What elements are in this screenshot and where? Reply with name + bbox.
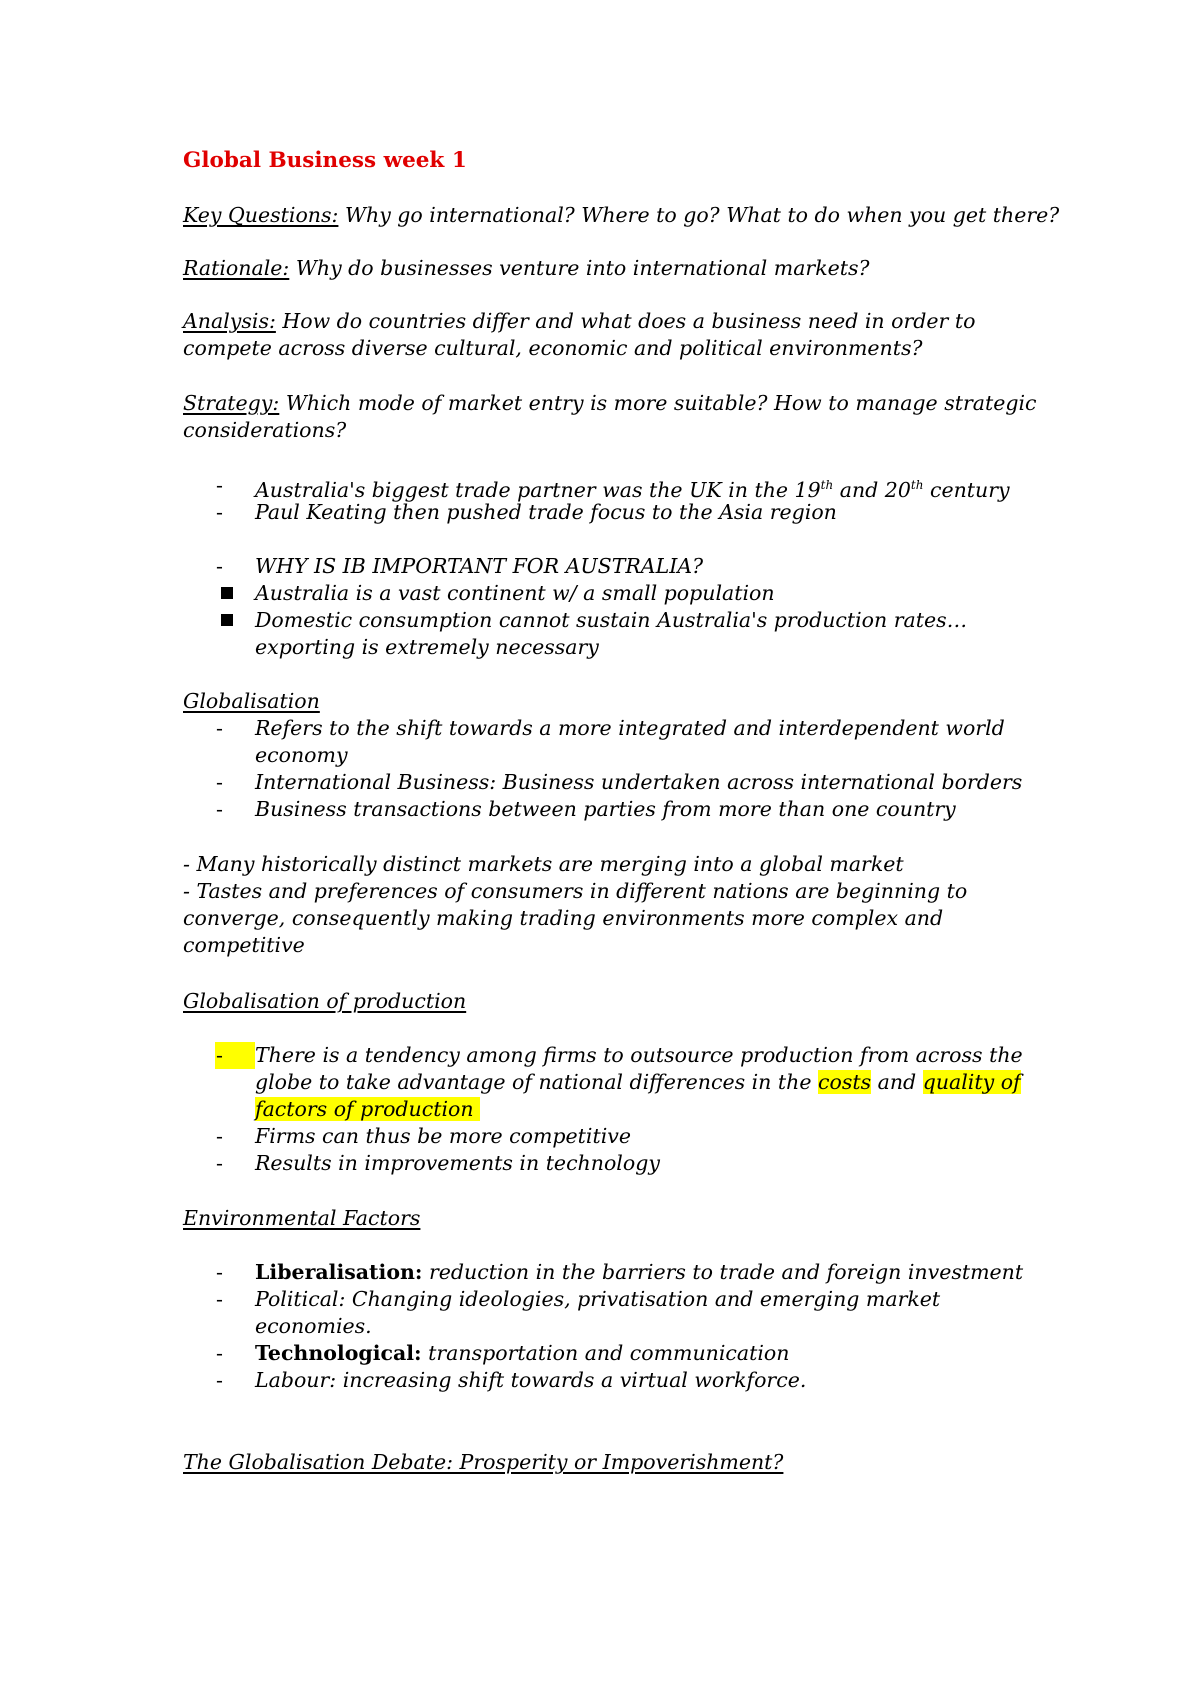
analysis-line-1 [183, 308, 975, 335]
bullet-dash: - [216, 554, 223, 578]
square-bullet-icon [221, 587, 233, 599]
bullet-dash: - [216, 716, 223, 740]
rationale-label: Rationale: [183, 256, 290, 280]
production-bullet-3: Results in improvements in technology [255, 1151, 660, 1175]
globalisation-heading: Globalisation [183, 689, 320, 713]
technological-label: Technological: [255, 1341, 422, 1365]
production-bullet-2: Firms can thus be more competitive [255, 1124, 631, 1148]
australia-bullet-1-text-a: Australia's biggest trade partner was the UK in the 19 [255, 477, 821, 502]
globalisation-paragraph-2-line-1: - Tastes and preferences of consumers in different nations are beginning to [183, 879, 968, 903]
key-questions-label: Key Questions: [183, 203, 339, 227]
production-bullet-1-and: and [871, 1070, 923, 1094]
australia-square-bullet-1: Australia is a vast continent w/ a small population [255, 581, 775, 605]
production-heading: Globalisation of production [183, 989, 467, 1013]
key-questions-text: Why go international? Where to go? What to do when you get there? [338, 203, 1060, 227]
globalisation-paragraph-2-line-2: converge, consequently making trading environments more complex and [183, 906, 944, 930]
bullet-dash: - [216, 1287, 223, 1311]
strategy-text-1: Which mode of market entry is more suitable? How to manage strategic [279, 391, 1037, 415]
production-bullet-1-line-2 [255, 1069, 1021, 1096]
australia-bullet-1-text-b: and 20 [833, 477, 911, 502]
highlight-costs: costs [818, 1070, 872, 1094]
strategy-line-1 [183, 390, 1037, 417]
technological-text: transportation and communication [421, 1341, 790, 1365]
environmental-bullet-4: Labour: increasing shift towards a virtual workforce. [255, 1368, 807, 1392]
bullet-dash: - [216, 1260, 223, 1284]
liberalisation-text: reduction in the barriers to trade and foreign investment [422, 1260, 1024, 1284]
australia-bullet-2: Paul Keating then pushed trade focus to the Asia region [255, 500, 837, 524]
strategy-line-2: considerations? [183, 418, 347, 442]
bullet-dash: - [216, 797, 223, 821]
highlight-quality-of: quality of [922, 1070, 1021, 1094]
rationale-text: Why do businesses venture into international markets? [289, 256, 870, 280]
environmental-bullet-2-line-1: Political: Changing ideologies, privatisation and emerging market [255, 1287, 941, 1311]
environmental-bullet-1 [255, 1259, 1023, 1286]
globalisation-paragraph-1: - Many historically distinct markets are merging into a global market [183, 852, 904, 876]
production-bullet-1-text: globe to take advantage of national differences in the [255, 1070, 818, 1094]
rationale-line [183, 255, 870, 282]
analysis-line-2: compete across diverse cultural, economic and political environments? [183, 336, 923, 360]
bullet-dash: - [216, 770, 223, 794]
superscript-th: th [820, 478, 834, 492]
liberalisation-label: Liberalisation: [255, 1260, 423, 1284]
bullet-dash: - [216, 1368, 223, 1392]
analysis-label: Analysis: [183, 309, 276, 333]
superscript-th: th [910, 478, 924, 492]
production-bullet-1-line-1: There is a tendency among firms to outsource production from across the [255, 1043, 1023, 1067]
square-bullet-icon [221, 614, 233, 626]
australia-bullet-3: WHY IS IB IMPORTANT FOR AUSTRALIA? [255, 554, 704, 578]
australia-bullet-1-text-c: century [923, 477, 1010, 502]
bullet-dash: - [216, 500, 223, 524]
australia-square-bullet-2-line-1: Domestic consumption cannot sustain Australia's production rates… [255, 608, 968, 632]
bullet-dash: - [216, 1124, 223, 1148]
strategy-label: Strategy: [183, 391, 280, 415]
globalisation-bullet-1-line-1: Refers to the shift towards a more integrated and interdependent world [255, 716, 1005, 740]
environmental-bullet-3 [255, 1340, 789, 1367]
globalisation-bullet-2: International Business: Business undertaken across international borders [255, 770, 1023, 794]
environmental-heading: Environmental Factors [183, 1206, 421, 1230]
globalisation-paragraph-2-line-3: competitive [183, 933, 305, 957]
analysis-text-1: How do countries differ and what does a business need in order to [275, 309, 976, 333]
debate-heading: The Globalisation Debate: Prosperity or Impoverishment? [183, 1450, 784, 1474]
australia-square-bullet-2-line-2: exporting is extremely necessary [255, 635, 599, 659]
globalisation-bullet-3: Business transactions between parties from more than one country [255, 797, 956, 821]
document-title: Global Business week 1 [183, 148, 467, 173]
globalisation-bullet-1-line-2: economy [255, 743, 348, 767]
bullet-dash: - [216, 1151, 223, 1175]
environmental-bullet-2-line-2: economies. [255, 1314, 372, 1338]
key-questions-line [183, 202, 1059, 229]
bullet-dash: - [216, 1043, 223, 1067]
highlight-factors-of-production: factors of production [255, 1097, 480, 1121]
production-bullet-1-line-3 [255, 1096, 480, 1123]
bullet-dash: - [216, 473, 223, 497]
bullet-dash: - [216, 1341, 223, 1365]
